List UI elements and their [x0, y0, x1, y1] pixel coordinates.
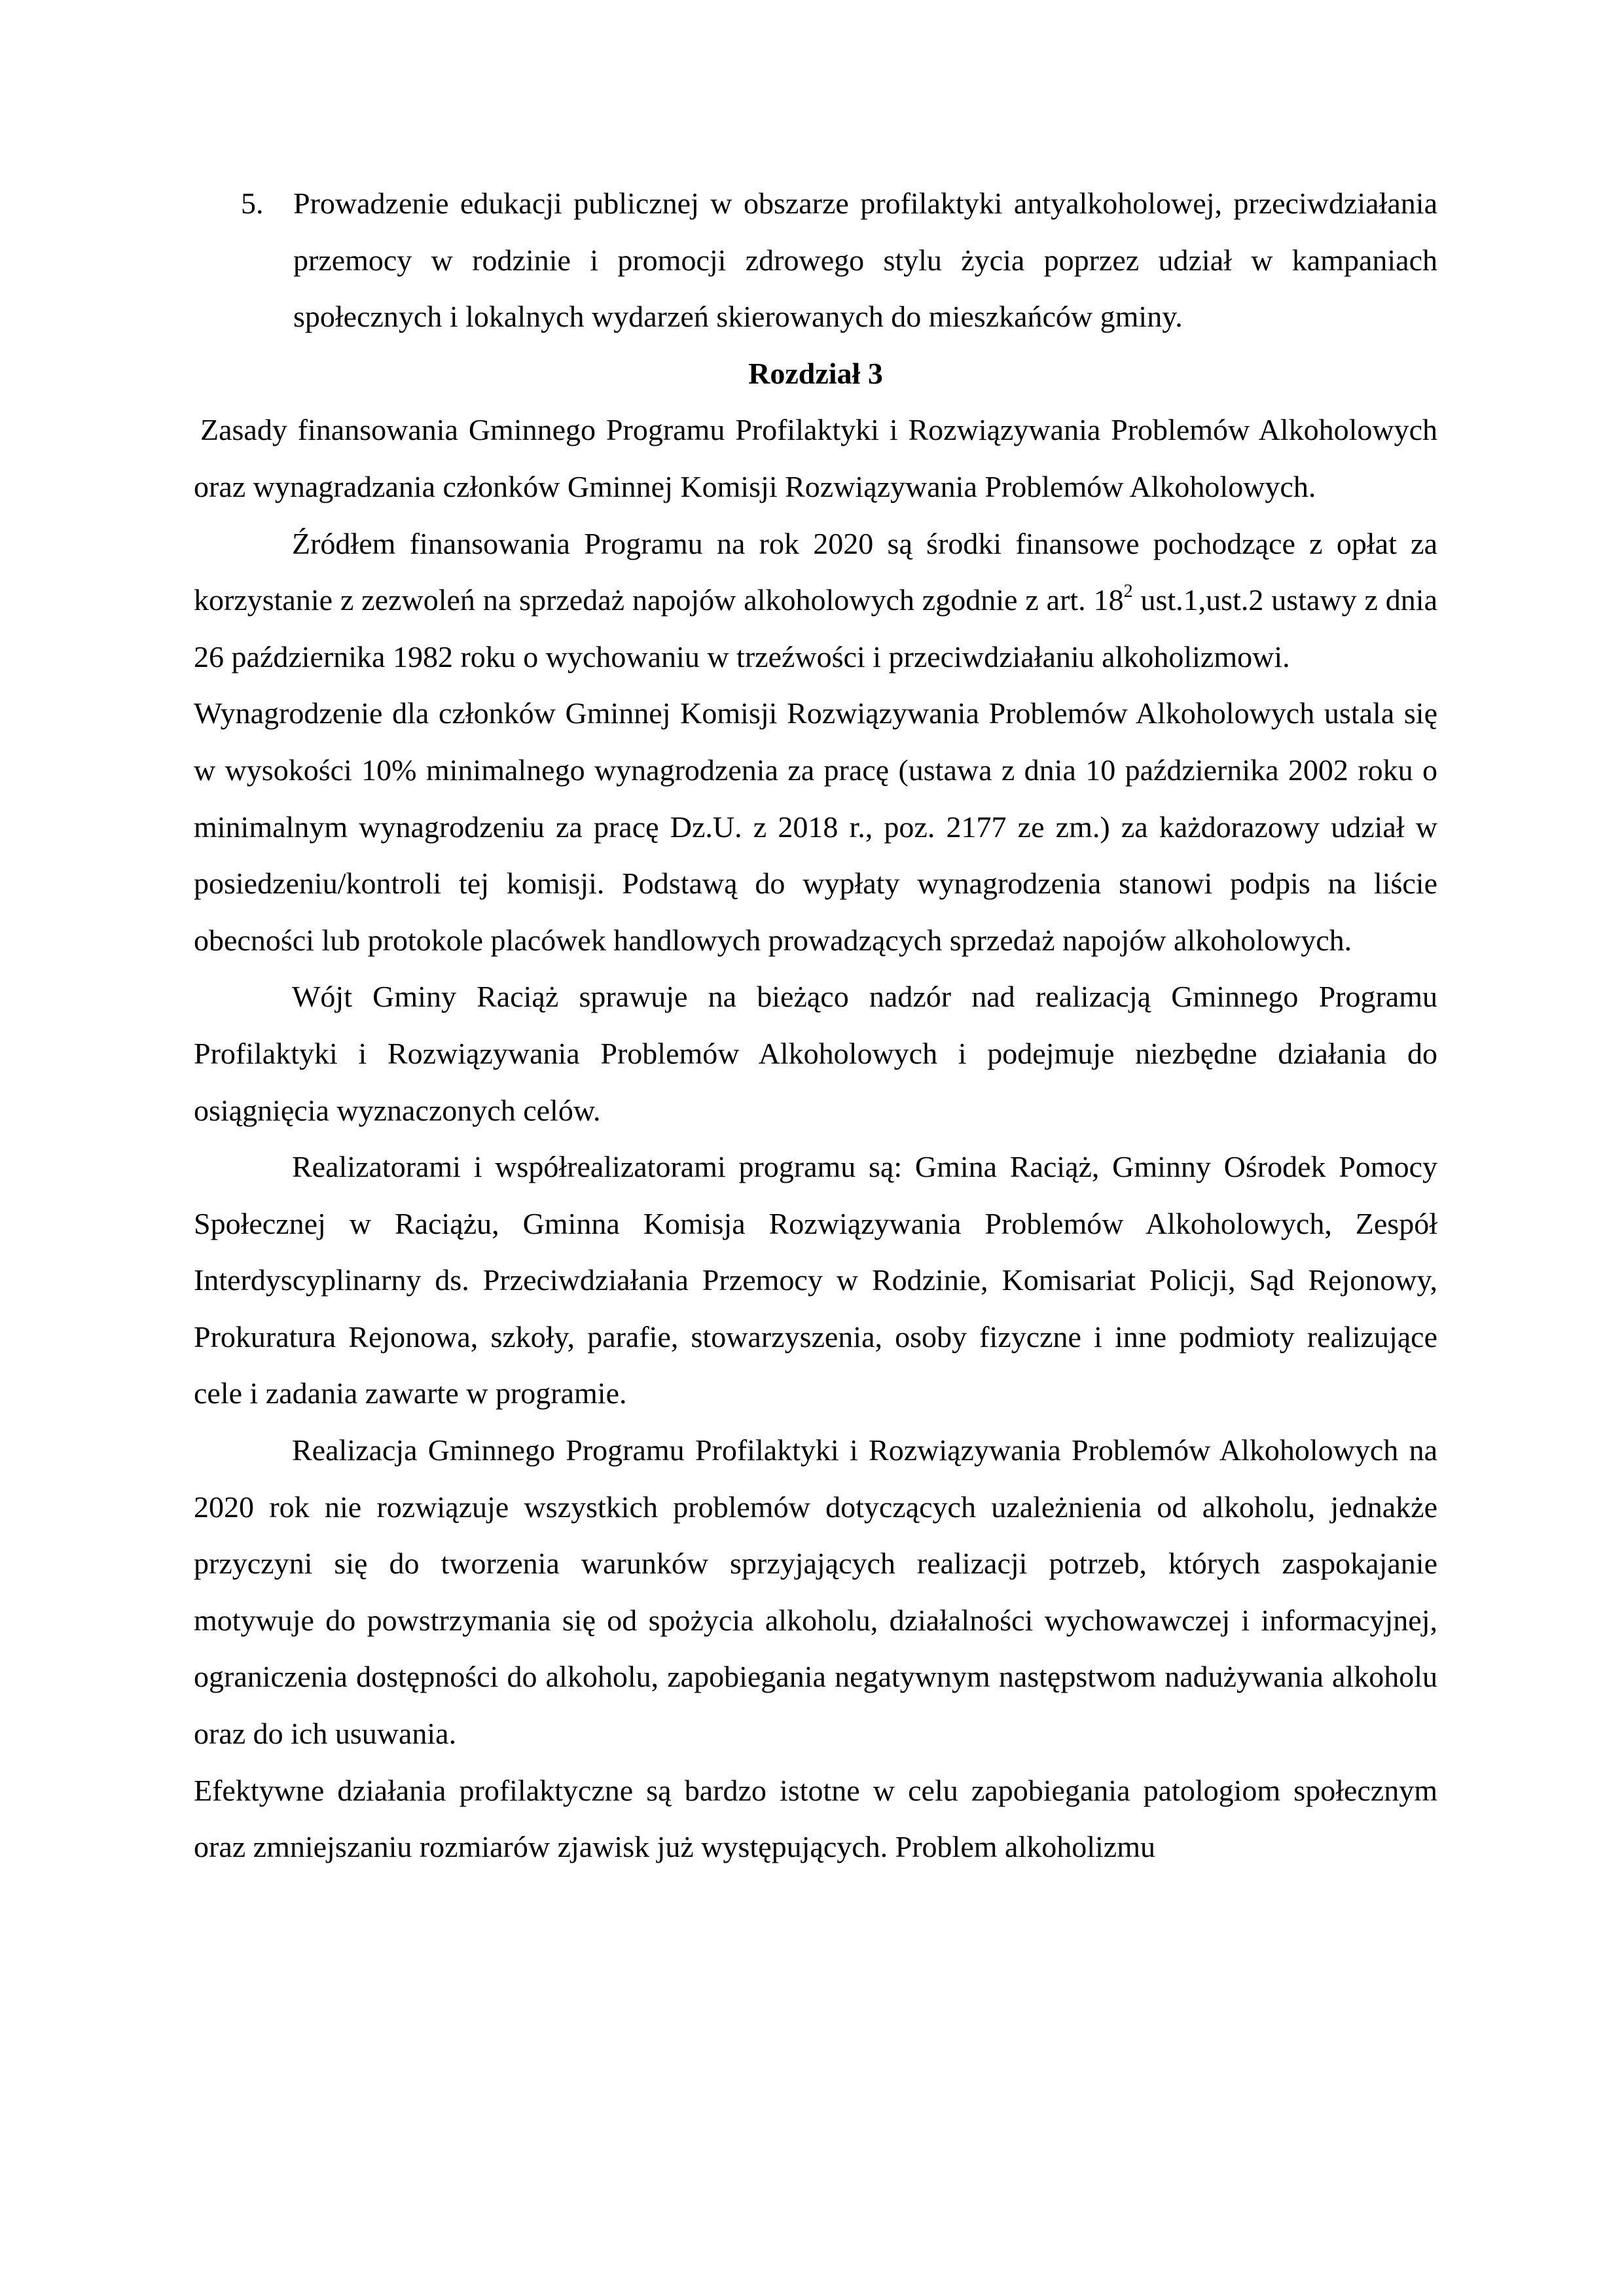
paragraph-implementers: Realizatorami i współrealizatorami programu są: Gmina Raciąż, Gminny Ośrodek Pomocy Społecznej w Raciążu, Gminna Komisja Rozwiązywania Problemów Alkoholowych, Zespół Interdyscyplinarny ds. Przeciwdziałania Przemocy w Rodzinie, Komisariat Policji, Sąd Rejonowy, Prokuratura Rejonowa, szkoły, parafie, stowarzyszenia, osoby fizyczne i inne podmioty realizujące cele i zadania zawarte w programie.	[194, 1150, 1437, 1410]
funding-text-part2: ust.1,ust.2 ustawy z dnia 26 października 1982 roku o wychowaniu w trzeźwości i przeciwdziałaniu alkoholizmowi.	[194, 583, 1438, 673]
chapter-subtitle: Zasady finansowania Gminnego Programu Profilaktyki i Rozwiązywania Problemów Alkoholowych oraz wynagradzania członków Gminnej Komisji Rozwiązywania Problemów Alkoholowych.	[194, 413, 1437, 503]
paragraph-funding	[194, 516, 1437, 686]
list-item-5	[194, 175, 1437, 346]
paragraph-remuneration: Wynagrodzenie dla członków Gminnej Komisji Rozwiązywania Problemów Alkoholowych ustala się w wysokości 10% minimalnego wynagrodzenia za pracę (ustawa z dnia 10 października 2002 roku o minimalnym wynagrodzeniu za pracę Dz.U. z 2018 r., poz. 2177 ze zm.) za każdorazowy udział w posiedzeniu/kontroli tej komisji. Podstawą do wypłaty wynagrodzenia stanowi podpis na liście obecności lub protokole placówek handlowych prowadzących sprzedaż napojów alkoholowych.	[194, 696, 1437, 957]
chapter-title: Rozdział 3	[748, 356, 883, 390]
paragraph-realization: Realizacja Gminnego Programu Profilaktyki i Rozwiązywania Problemów Alkoholowych na 2020 rok nie rozwiązuje wszystkich problemów dotyczących uzależnienia od alkoholu, jednakże przyczyni się do tworzenia warunków sprzyjających realizacji potrzeb, których zaspokajanie motywuje do powstrzymania się od spożycia alkoholu, działalności wychowawczej i informacyjnej, ograniczenia dostępności do alkoholu, zapobiegania negatywnym następstwom nadużywania alkoholu oraz do ich usuwania.	[194, 1433, 1437, 1751]
list-item-number: 5.	[241, 187, 264, 220]
paragraph-supervision: Wójt Gminy Raciąż sprawuje na bieżąco nadzór nad realizacją Gminnego Programu Profilaktyki i Rozwiązywania Problemów Alkoholowych i podejmuje niezbędne działania do osiągnięcia wyznaczonych celów.	[194, 980, 1437, 1127]
funding-text-part1: Źródłem finansowania Programu na rok 2020 są środki finansowe pochodzące z opłat za korzystanie z zezwoleń na sprzedaż napojów alkoholowych zgodnie z art. 18	[194, 526, 1437, 617]
list-item-text: Prowadzenie edukacji publicznej w obszarze profilaktyki antyalkoholowej, przeciwdziałania przemocy w rodzinie i promocji zdrowego stylu życia poprzez udział w kampaniach społecznych i lokalnych wydarzeń skierowanych do mieszkańców gminy.	[293, 187, 1437, 334]
document-page	[194, 175, 1437, 1876]
funding-superscript: 2	[1123, 581, 1133, 602]
paragraph-prevention: Efektywne działania profilaktyczne są bardzo istotne w celu zapobiegania patologiom społecznym oraz zmniejszaniu rozmiarów zjawisk już występujących. Problem alkoholizmu	[194, 1773, 1437, 1864]
